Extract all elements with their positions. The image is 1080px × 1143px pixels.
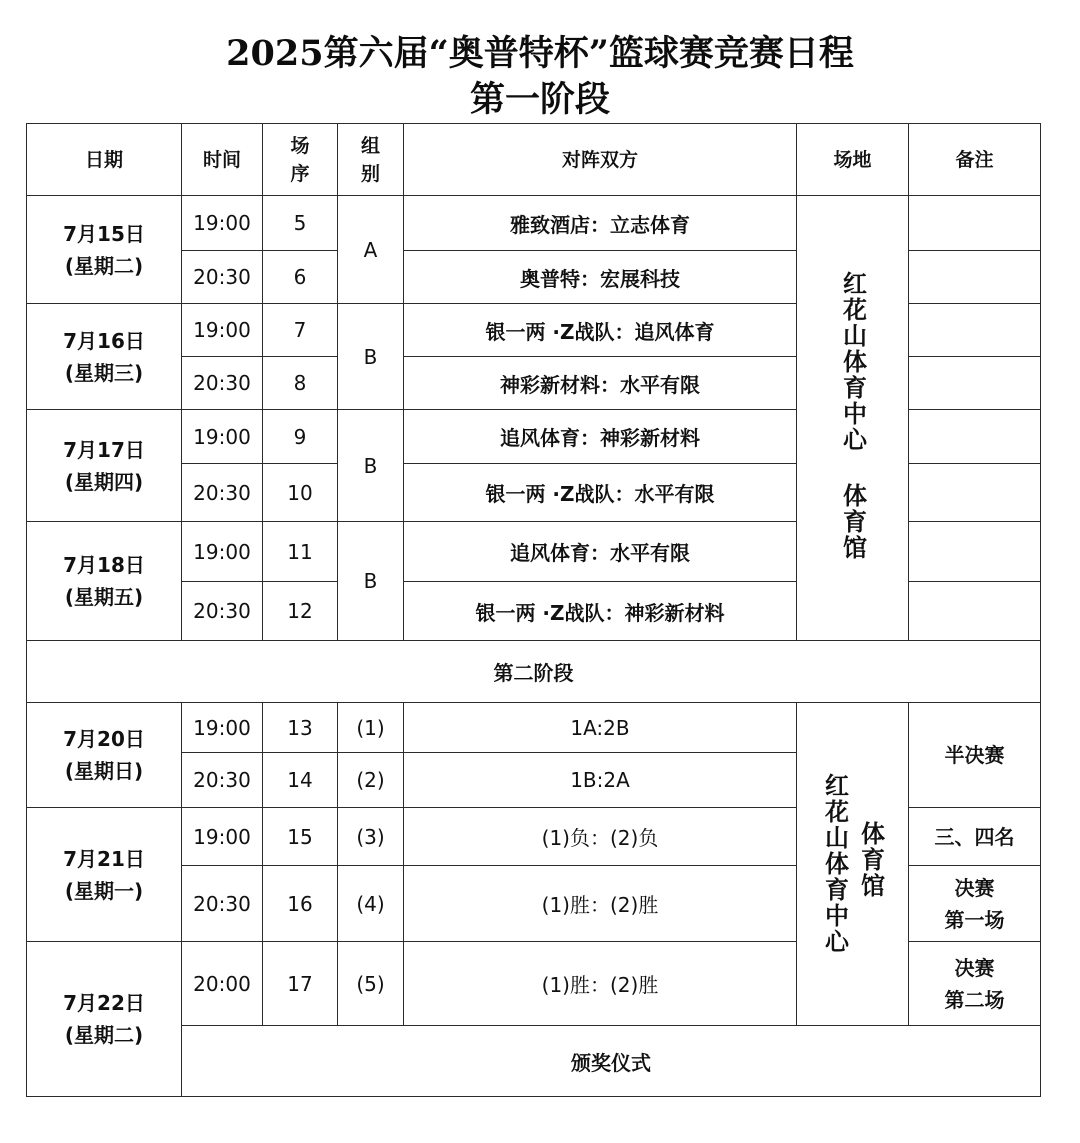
time-cell: 19:00 [182, 196, 263, 251]
matchup-cell: 雅致酒店：立志体育 [404, 196, 797, 251]
stage-two-title: 第二阶段 [27, 641, 1041, 703]
group-cell: B [338, 522, 404, 641]
remark-cell [909, 464, 1041, 522]
group-cell: (4) [338, 866, 404, 942]
time-cell: 20:30 [182, 866, 263, 942]
order-cell: 17 [263, 942, 338, 1026]
time-cell: 20:30 [182, 251, 263, 304]
header-matchup: 对阵双方 [404, 124, 797, 196]
group-cell: A [338, 196, 404, 304]
weekday-text: (星期一) [64, 878, 144, 903]
table-row [27, 703, 1041, 753]
date-text: 7月17日 [63, 437, 145, 462]
time-cell: 19:00 [182, 410, 263, 464]
time-cell: 19:00 [182, 703, 263, 753]
group-cell: B [338, 410, 404, 522]
date-cell [27, 942, 182, 1097]
matchup-cell: 银一两 ·Z战队：神彩新材料 [404, 582, 797, 641]
date-text: 7月21日 [63, 846, 145, 871]
header-group-bottom: 别 [360, 162, 380, 185]
date-text: 7月18日 [63, 553, 145, 577]
date-cell [27, 410, 182, 522]
order-cell: 11 [263, 522, 338, 582]
weekday-text: (星期四) [64, 469, 144, 494]
header-group [338, 124, 404, 196]
header-order-top: 场 [290, 134, 310, 157]
order-cell: 7 [263, 304, 338, 357]
group-cell: (2) [338, 753, 404, 808]
remark-semifinal: 半决赛 [909, 703, 1041, 808]
order-cell: 16 [263, 866, 338, 942]
header-row [27, 124, 1041, 196]
header-order-bottom: 序 [290, 162, 310, 185]
matchup-cell: 神彩新材料：水平有限 [404, 357, 797, 410]
venue-cell-stage1 [797, 196, 909, 641]
group-cell: (3) [338, 808, 404, 866]
header-group-top: 组 [360, 134, 380, 157]
remark-cell [909, 582, 1041, 641]
order-cell: 13 [263, 703, 338, 753]
header-remarks: 备注 [909, 124, 1041, 196]
weekday-text: (星期二) [64, 1023, 144, 1047]
remark-third-fourth: 三、四名 [909, 808, 1041, 866]
group-cell: B [338, 304, 404, 410]
time-cell: 20:30 [182, 357, 263, 410]
venue-text-col1: 红花山体育中心 [820, 773, 849, 955]
order-cell: 6 [263, 251, 338, 304]
header-order [263, 124, 338, 196]
time-cell: 19:00 [182, 522, 263, 582]
remark-cell [909, 304, 1041, 357]
stage-two-row [27, 641, 1041, 703]
matchup-cell: 追风体育：神彩新材料 [404, 410, 797, 464]
remark-final-one [909, 866, 1041, 942]
remark-final-one-bottom: 第一场 [944, 907, 1005, 932]
header-venue: 场地 [797, 124, 909, 196]
remark-cell [909, 410, 1041, 464]
weekday-text: (星期日) [64, 759, 144, 783]
header-date: 日期 [27, 124, 182, 196]
date-text: 7月22日 [63, 991, 145, 1015]
remark-final-one-top: 决赛 [954, 875, 995, 900]
order-cell: 8 [263, 357, 338, 410]
weekday-text: (星期五) [64, 585, 144, 609]
order-cell: 9 [263, 410, 338, 464]
order-cell: 14 [263, 753, 338, 808]
matchup-cell: 1A:2B [404, 703, 797, 753]
remark-cell [909, 196, 1041, 251]
date-text: 7月16日 [63, 328, 145, 353]
remark-final-two-bottom: 第二场 [944, 987, 1005, 1012]
weekday-text: (星期二) [64, 253, 144, 278]
stage-one-title: 第一阶段 [469, 79, 610, 120]
weekday-text: (星期三) [64, 360, 144, 385]
matchup-cell: (1)负：(2)负 [404, 808, 797, 866]
date-text: 7月15日 [63, 221, 145, 246]
matchup-cell: (1)胜：(2)胜 [404, 942, 797, 1026]
date-cell [27, 196, 182, 304]
schedule-table [26, 123, 1041, 1097]
date-cell [27, 703, 182, 808]
remark-cell [909, 251, 1041, 304]
award-ceremony: 颁奖仪式 [182, 1026, 1041, 1097]
remark-cell [909, 357, 1041, 410]
remark-final-two [909, 942, 1041, 1026]
group-cell: (5) [338, 942, 404, 1026]
header-time: 时间 [182, 124, 263, 196]
matchup-cell: (1)胜：(2)胜 [404, 866, 797, 942]
order-cell: 10 [263, 464, 338, 522]
matchup-cell: 追风体育：水平有限 [404, 522, 797, 582]
date-text: 7月20日 [63, 727, 145, 751]
time-cell: 20:00 [182, 942, 263, 1026]
remark-final-two-top: 决赛 [954, 955, 995, 980]
venue-cell-stage2 [797, 703, 909, 1026]
time-cell: 20:30 [182, 464, 263, 522]
table-row [27, 196, 1041, 251]
matchup-cell: 银一两 ·Z战队：追风体育 [404, 304, 797, 357]
venue-text: 红花山体育中心 体育馆 [838, 270, 867, 561]
order-cell: 5 [263, 196, 338, 251]
time-cell: 20:30 [182, 753, 263, 808]
order-cell: 15 [263, 808, 338, 866]
time-cell: 19:00 [182, 304, 263, 357]
matchup-cell: 奥普特：宏展科技 [404, 251, 797, 304]
matchup-cell: 银一两 ·Z战队：水平有限 [404, 464, 797, 522]
date-cell [27, 808, 182, 942]
time-cell: 20:30 [182, 582, 263, 641]
date-cell [27, 522, 182, 641]
remark-cell [909, 522, 1041, 582]
venue-text-col2: 体育馆 [856, 821, 885, 899]
time-cell: 19:00 [182, 808, 263, 866]
order-cell: 12 [263, 582, 338, 641]
date-cell [27, 304, 182, 410]
matchup-cell: 1B:2A [404, 753, 797, 808]
group-cell: (1) [338, 703, 404, 753]
page-title: 2025第六届“奥普特杯”篮球赛竞赛日程 [226, 33, 854, 74]
